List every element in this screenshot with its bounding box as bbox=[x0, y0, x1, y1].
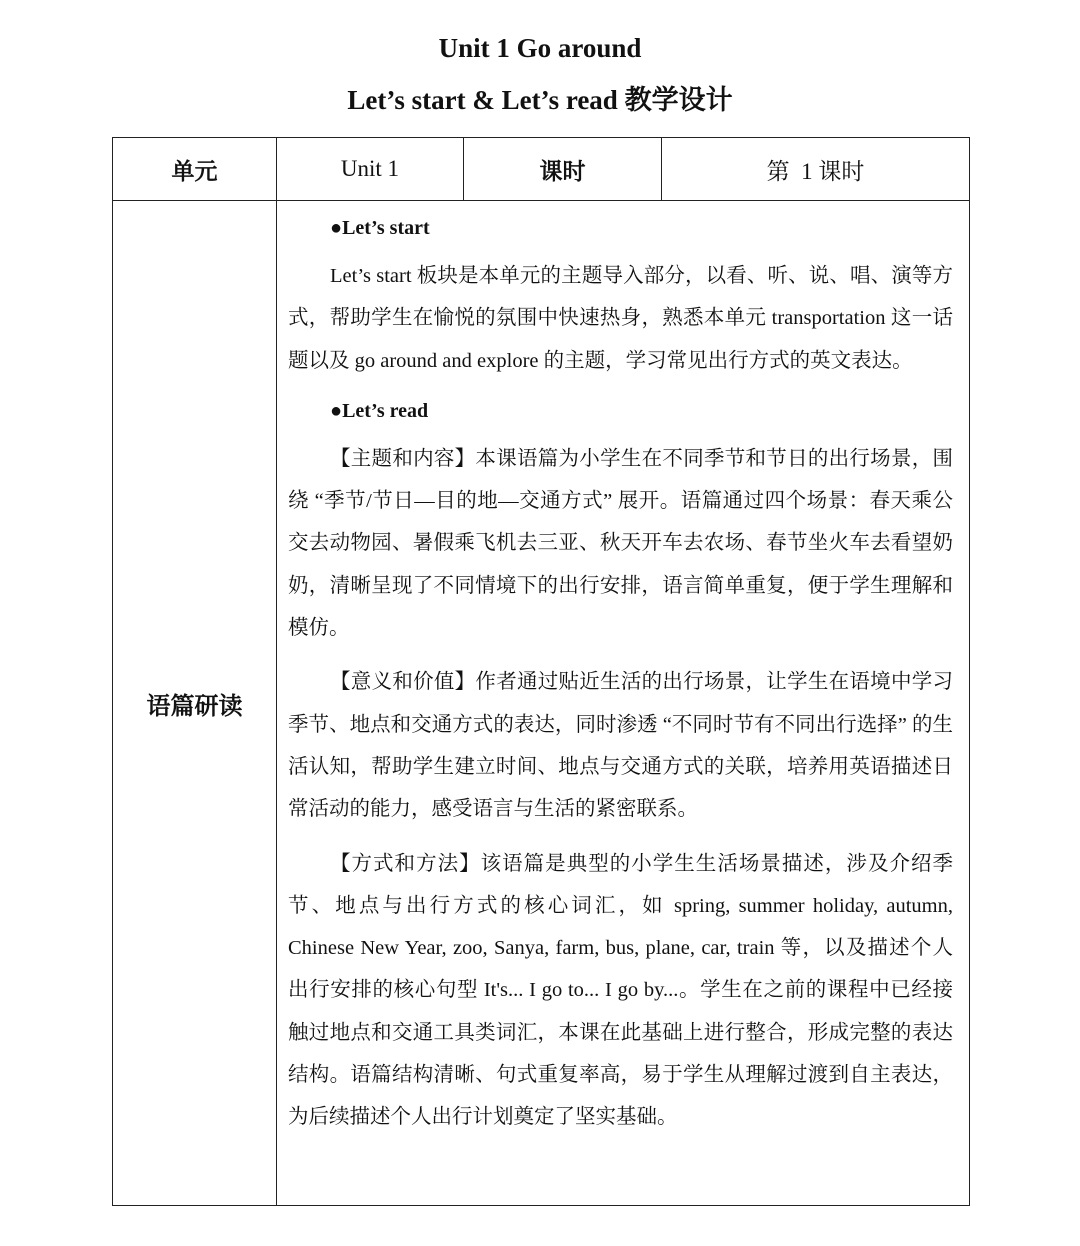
text-analysis-content-cell bbox=[277, 201, 970, 1206]
unit-value-cell: Unit 1 bbox=[277, 138, 464, 201]
method-paragraph: 【方式和方法】该语篇是典型的小学生生活场景描述，涉及介绍季节、地点与出行方式的核心词汇，如 spring, summer holiday, autumn, Chinese New Year, zoo, Sanya, farm, bus, plane, car, train 等，以及描述个人出行安排的核心句型 It's... I go to... I go by...。学生在之前的课程中已经接触过地点和交通工具类词汇，本课在此基础上进行整合，形成完整的表达结构。语篇结构清晰、句式重复率高，易于学生从理解过渡到自主表达，为后续描述个人出行计划奠定了坚实基础。 bbox=[288, 852, 953, 1129]
text-analysis-label-cell: 语篇研读 bbox=[113, 201, 277, 1206]
meaning-value-paragraph: 【意义和价值】作者通过贴近生活的出行场景，让学生在语境中学习季节、地点和交通方式的表达，同时渗透 “不同时节有不同出行选择” 的生活认知，帮助学生建立时间、地点与交通方式的关联，培养用英语描述日常活动的能力，感受语言与生活的紧密联系。 bbox=[288, 671, 953, 821]
theme-content-paragraph: 【主题和内容】本课语篇为小学生在不同季节和节日的出行场景，围绕 “季节/节日—目的地—交通方式” 展开。语篇通过四个场景：春天乘公交去动物园、暑假乘飞机去三亚、秋天开车去农场、春节坐火车去看望奶奶，清晰呈现了不同情境下的出行安排，语言简单重复，便于学生理解和模仿。 bbox=[288, 447, 953, 640]
lets-read-heading: ●Let’s read bbox=[330, 399, 429, 422]
table-header-row bbox=[113, 138, 970, 201]
document-title: Unit 1 Go around bbox=[438, 33, 642, 63]
lets-start-heading: ●Let’s start bbox=[330, 217, 430, 239]
period-value-cell: 第 1 课时 bbox=[662, 138, 970, 201]
lets-start-paragraph: Let’s start 板块是本单元的主题导入部分，以看、听、说、唱、演等方式，帮助学生在愉悦的氛围中快速热身，熟悉本单元 transportation 这一话题以及 go around and explore 的主题，学习常见出行方式的英文表达。 bbox=[288, 265, 953, 372]
lesson-plan-table bbox=[112, 137, 970, 1206]
table-content-row bbox=[113, 201, 970, 1206]
period-label-cell: 课时 bbox=[464, 138, 662, 201]
unit-label-cell: 单元 bbox=[113, 138, 277, 201]
document-subtitle: Let’s start & Let’s read 教学设计 bbox=[347, 85, 733, 115]
